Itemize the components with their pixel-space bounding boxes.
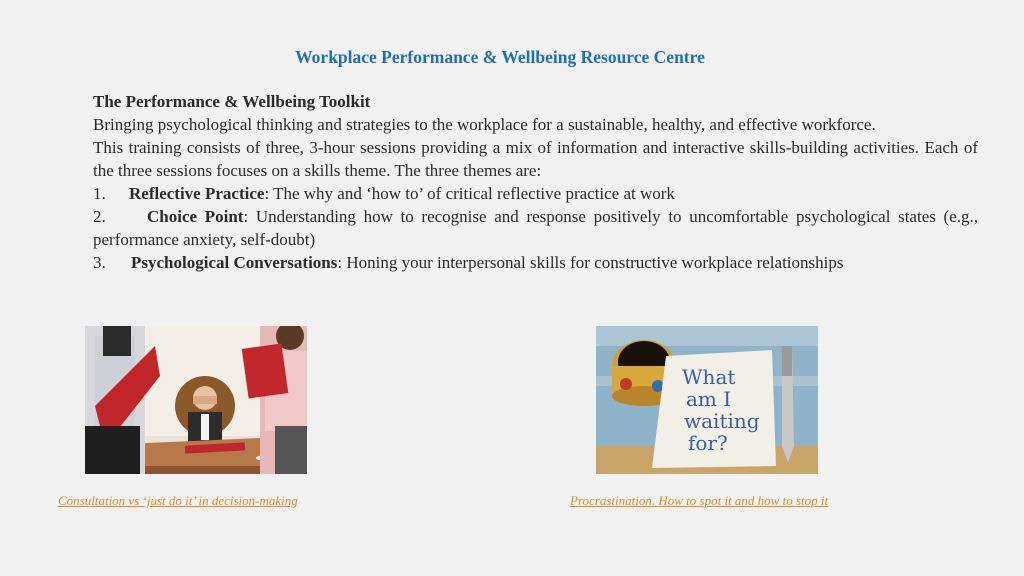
- toolkit-intro: Bringing psychological thinking and strategies to the workplace for a sustainable, healthy, and effective workforce.: [93, 115, 876, 134]
- napkin-text-line: What: [682, 365, 736, 389]
- theme-text: : Honing your interpersonal skills for constructive workplace relationships: [337, 253, 844, 272]
- napkin-text-line: waiting: [684, 409, 760, 433]
- theme-number: 1.: [93, 184, 106, 203]
- napkin-text-line: for?: [688, 431, 728, 455]
- theme-name: Choice Point: [147, 207, 244, 226]
- theme-item-1: [93, 182, 978, 205]
- theme-number: 3.: [93, 253, 106, 272]
- office-meeting-image: [85, 326, 307, 474]
- theme-number: 2.: [93, 207, 106, 226]
- procrastination-link[interactable]: Procrastination. How to spot it and how to stop it: [570, 493, 829, 508]
- theme-item-2: [93, 205, 978, 251]
- theme-item-3: [93, 251, 978, 274]
- napkin-text-line: am I: [686, 387, 732, 411]
- theme-name: Psychological Conversations: [131, 253, 338, 272]
- toolkit-section: [93, 90, 978, 274]
- toolkit-title: The Performance & Wellbeing Toolkit: [93, 92, 371, 111]
- toolkit-description: This training consists of three, 3-hour sessions providing a mix of information and interactive skills-building activities. Each of the three sessions focuses on a skills theme. The three themes are:: [93, 138, 978, 180]
- theme-name: Reflective Practice: [129, 184, 265, 203]
- coffee-napkin-image: [596, 326, 818, 474]
- theme-text: : Understanding how to recognise and response positively to uncomfortable psychological states (e.g., performance anxiety, self-doubt): [93, 207, 978, 249]
- site-title: Workplace Performance & Wellbeing Resource Centre: [295, 47, 705, 67]
- decision-making-link[interactable]: Consultation vs ‘just do it’ in decision-making: [58, 493, 298, 508]
- theme-text: : The why and ‘how to’ of critical reflective practice at work: [264, 184, 675, 203]
